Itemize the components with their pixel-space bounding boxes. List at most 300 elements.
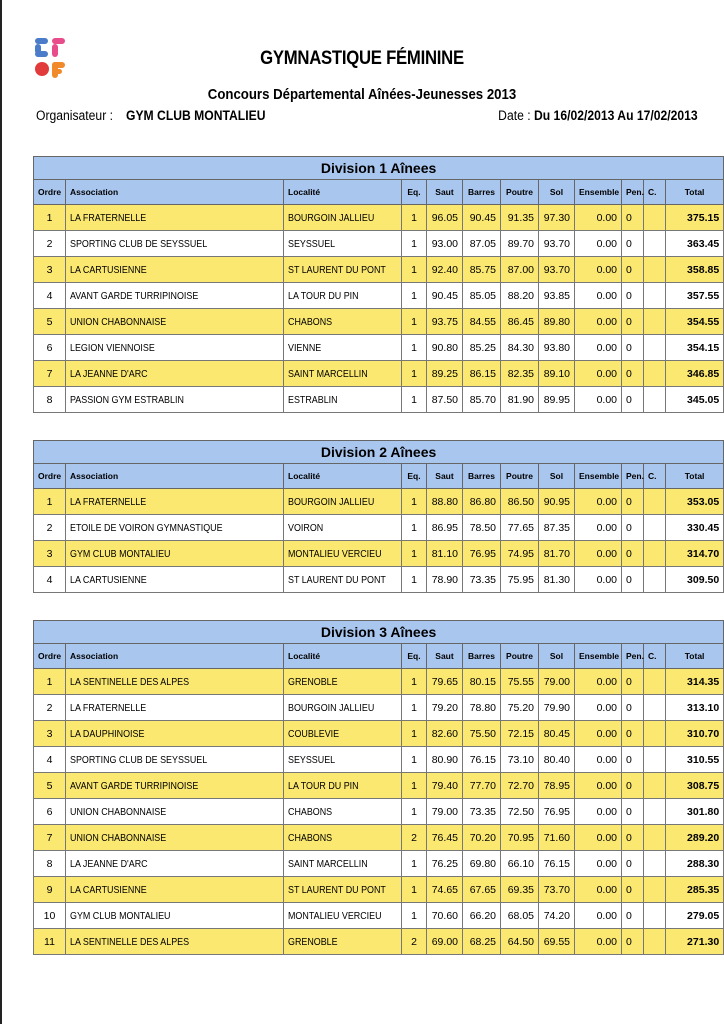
cell-barres: 85.70 <box>463 387 501 413</box>
cell-barres: 86.80 <box>463 489 501 515</box>
division-2-section <box>33 440 720 593</box>
table-row <box>34 903 724 929</box>
cell-pen: 0 <box>622 773 644 799</box>
cell-c <box>644 205 666 231</box>
cell-ordre: 5 <box>34 309 66 335</box>
cell-total: 301.80 <box>666 799 724 825</box>
cell-sol: 93.70 <box>539 257 575 283</box>
cell-poutre: 64.50 <box>501 929 539 955</box>
cell-eq: 1 <box>402 205 427 231</box>
cell-ensemble: 0.00 <box>575 851 622 877</box>
cell-sol: 89.80 <box>539 309 575 335</box>
cell-barres: 78.50 <box>463 515 501 541</box>
cell-pen: 0 <box>622 903 644 929</box>
cell-saut: 82.60 <box>427 721 463 747</box>
division-title: Division 3 Aînees <box>34 621 724 644</box>
results-table <box>33 156 724 413</box>
division-title: Division 2 Aînees <box>34 441 724 464</box>
cell-total: 358.85 <box>666 257 724 283</box>
cell-association-text: LA CARTUSIENNE <box>70 263 147 276</box>
cell-localite <box>284 489 402 515</box>
cell-poutre: 66.10 <box>501 851 539 877</box>
cell-total: 285.35 <box>666 877 724 903</box>
cell-eq: 1 <box>402 309 427 335</box>
organizer-label: Organisateur : <box>36 108 113 123</box>
cell-pen: 0 <box>622 799 644 825</box>
cell-localite <box>284 361 402 387</box>
cell-localite <box>284 387 402 413</box>
results-table <box>33 620 724 955</box>
cell-ensemble: 0.00 <box>575 773 622 799</box>
cell-pen: 0 <box>622 695 644 721</box>
date-label: Date : <box>498 108 531 123</box>
column-header-poutre: Poutre <box>501 644 539 669</box>
cell-ordre: 2 <box>34 695 66 721</box>
cell-poutre: 72.50 <box>501 799 539 825</box>
cell-barres: 84.55 <box>463 309 501 335</box>
cell-localite-text: BOURGOIN JALLIEU <box>288 211 375 224</box>
cell-total: 354.15 <box>666 335 724 361</box>
column-header-pen: Pen. <box>622 180 644 205</box>
cell-ordre: 1 <box>34 669 66 695</box>
column-header-barres: Barres <box>463 644 501 669</box>
column-header-saut: Saut <box>427 464 463 489</box>
column-header-association: Association <box>66 180 284 205</box>
cell-association-text: UNION CHABONNAISE <box>70 831 167 844</box>
cell-localite-text: ESTRABLIN <box>288 393 338 406</box>
cell-eq: 1 <box>402 335 427 361</box>
cell-sol: 79.00 <box>539 669 575 695</box>
cell-pen: 0 <box>622 283 644 309</box>
cell-c <box>644 929 666 955</box>
table-row <box>34 747 724 773</box>
cell-saut: 79.65 <box>427 669 463 695</box>
cell-barres: 87.05 <box>463 231 501 257</box>
cell-barres: 85.05 <box>463 283 501 309</box>
cell-localite <box>284 903 402 929</box>
cell-total: 353.05 <box>666 489 724 515</box>
cell-eq: 1 <box>402 515 427 541</box>
cell-barres: 76.95 <box>463 541 501 567</box>
cell-localite-text: ST LAURENT DU PONT <box>288 573 386 586</box>
cell-association <box>66 515 284 541</box>
column-header-ensemble: Ensemble <box>575 644 622 669</box>
cell-saut: 86.95 <box>427 515 463 541</box>
table-row <box>34 515 724 541</box>
cell-poutre: 88.20 <box>501 283 539 309</box>
cell-ordre: 4 <box>34 283 66 309</box>
cell-sol: 73.70 <box>539 877 575 903</box>
cell-ensemble: 0.00 <box>575 309 622 335</box>
table-row <box>34 877 724 903</box>
cell-ensemble: 0.00 <box>575 929 622 955</box>
column-header-association: Association <box>66 464 284 489</box>
column-header-total: Total <box>666 180 724 205</box>
cell-ensemble: 0.00 <box>575 541 622 567</box>
cell-c <box>644 489 666 515</box>
table-row <box>34 541 724 567</box>
cell-association <box>66 773 284 799</box>
cell-pen: 0 <box>622 929 644 955</box>
cell-ensemble: 0.00 <box>575 231 622 257</box>
cell-ordre: 4 <box>34 747 66 773</box>
cell-association <box>66 669 284 695</box>
cell-c <box>644 903 666 929</box>
cell-pen: 0 <box>622 851 644 877</box>
cell-association-text: UNION CHABONNAISE <box>70 315 167 328</box>
cell-total: 289.20 <box>666 825 724 851</box>
cell-localite-text: ST LAURENT DU PONT <box>288 263 386 276</box>
cell-barres: 77.70 <box>463 773 501 799</box>
cell-barres: 78.80 <box>463 695 501 721</box>
cell-association <box>66 903 284 929</box>
cell-association-text: LA SENTINELLE DES ALPES <box>70 935 190 948</box>
cell-pen: 0 <box>622 747 644 773</box>
cell-sol: 89.95 <box>539 387 575 413</box>
cell-saut: 96.05 <box>427 205 463 231</box>
organizer-name: GYM CLUB MONTALIEU <box>126 108 266 123</box>
cell-ensemble: 0.00 <box>575 903 622 929</box>
cell-poutre: 75.20 <box>501 695 539 721</box>
cell-localite-text: BOURGOIN JALLIEU <box>288 495 375 508</box>
cell-ordre: 3 <box>34 541 66 567</box>
column-header-ensemble: Ensemble <box>575 464 622 489</box>
table-row <box>34 387 724 413</box>
cell-association-text: LA SENTINELLE DES ALPES <box>70 675 190 688</box>
cell-association <box>66 799 284 825</box>
cell-localite <box>284 773 402 799</box>
cell-saut: 69.00 <box>427 929 463 955</box>
cell-saut: 80.90 <box>427 747 463 773</box>
cell-ensemble: 0.00 <box>575 489 622 515</box>
cell-c <box>644 283 666 309</box>
cell-association <box>66 489 284 515</box>
page-border <box>0 0 2 1024</box>
cell-saut: 88.80 <box>427 489 463 515</box>
cell-total: 330.45 <box>666 515 724 541</box>
cell-pen: 0 <box>622 515 644 541</box>
cell-localite <box>284 515 402 541</box>
cell-ordre: 9 <box>34 877 66 903</box>
cell-total: 309.50 <box>666 567 724 593</box>
cell-saut: 70.60 <box>427 903 463 929</box>
cell-saut: 79.20 <box>427 695 463 721</box>
cell-localite <box>284 747 402 773</box>
cell-saut: 81.10 <box>427 541 463 567</box>
cell-localite <box>284 205 402 231</box>
cell-ordre: 2 <box>34 515 66 541</box>
cell-c <box>644 877 666 903</box>
cell-ensemble: 0.00 <box>575 721 622 747</box>
cell-localite-text: VOIRON <box>288 521 324 534</box>
cell-poutre: 70.95 <box>501 825 539 851</box>
date-value: Du 16/02/2013 Au 17/02/2013 <box>534 108 698 123</box>
cell-poutre: 86.45 <box>501 309 539 335</box>
cell-c <box>644 335 666 361</box>
column-header-ensemble: Ensemble <box>575 180 622 205</box>
table-row <box>34 669 724 695</box>
cell-saut: 79.40 <box>427 773 463 799</box>
table-row <box>34 567 724 593</box>
cell-saut: 76.45 <box>427 825 463 851</box>
table-row <box>34 309 724 335</box>
cell-pen: 0 <box>622 205 644 231</box>
cell-total: 288.30 <box>666 851 724 877</box>
cell-eq: 1 <box>402 877 427 903</box>
cell-poutre: 91.35 <box>501 205 539 231</box>
column-header-total: Total <box>666 644 724 669</box>
cell-ordre: 1 <box>34 489 66 515</box>
cell-eq: 1 <box>402 851 427 877</box>
cell-association-text: AVANT GARDE TURRIPINOISE <box>70 779 199 792</box>
cell-sol: 81.70 <box>539 541 575 567</box>
cell-association-text: SPORTING CLUB DE SEYSSUEL <box>70 237 208 250</box>
cell-poutre: 86.50 <box>501 489 539 515</box>
column-header-eq: Eq. <box>402 644 427 669</box>
cell-pen: 0 <box>622 231 644 257</box>
cell-localite <box>284 541 402 567</box>
cell-ordre: 6 <box>34 335 66 361</box>
cell-association <box>66 283 284 309</box>
cell-saut: 90.80 <box>427 335 463 361</box>
cell-eq: 2 <box>402 825 427 851</box>
table-row <box>34 489 724 515</box>
cell-pen: 0 <box>622 877 644 903</box>
cell-eq: 1 <box>402 387 427 413</box>
cell-association <box>66 877 284 903</box>
cell-localite-text: MONTALIEU VERCIEU <box>288 547 382 560</box>
cell-saut: 92.40 <box>427 257 463 283</box>
cell-eq: 1 <box>402 567 427 593</box>
cell-localite <box>284 257 402 283</box>
cell-poutre: 87.00 <box>501 257 539 283</box>
column-header-association: Association <box>66 644 284 669</box>
cell-ensemble: 0.00 <box>575 515 622 541</box>
column-header-eq: Eq. <box>402 464 427 489</box>
cell-poutre: 74.95 <box>501 541 539 567</box>
cell-eq: 1 <box>402 231 427 257</box>
cell-poutre: 75.95 <box>501 567 539 593</box>
cell-localite <box>284 929 402 955</box>
cell-sol: 93.80 <box>539 335 575 361</box>
cell-sol: 80.45 <box>539 721 575 747</box>
cell-eq: 1 <box>402 747 427 773</box>
cell-localite-text: COUBLEVIE <box>288 727 340 740</box>
cell-total: 279.05 <box>666 903 724 929</box>
cell-localite <box>284 877 402 903</box>
cell-association-text: LA FRATERNELLE <box>70 211 147 224</box>
table-row <box>34 257 724 283</box>
cell-ensemble: 0.00 <box>575 747 622 773</box>
cell-ordre: 3 <box>34 257 66 283</box>
cell-eq: 1 <box>402 283 427 309</box>
cell-localite-text: CHABONS <box>288 805 333 818</box>
table-row <box>34 205 724 231</box>
cell-sol: 69.55 <box>539 929 575 955</box>
cell-ordre: 8 <box>34 387 66 413</box>
cell-association-text: PASSION GYM ESTRABLIN <box>70 393 184 406</box>
cell-poutre: 82.35 <box>501 361 539 387</box>
cell-sol: 76.95 <box>539 799 575 825</box>
cell-ordre: 5 <box>34 773 66 799</box>
cell-c <box>644 515 666 541</box>
cell-total: 375.15 <box>666 205 724 231</box>
cell-ensemble: 0.00 <box>575 361 622 387</box>
cell-total: 345.05 <box>666 387 724 413</box>
cell-localite <box>284 669 402 695</box>
column-header-saut: Saut <box>427 180 463 205</box>
cell-association <box>66 929 284 955</box>
cell-ordre: 7 <box>34 825 66 851</box>
cell-association-text: LA CARTUSIENNE <box>70 573 147 586</box>
cell-ordre: 10 <box>34 903 66 929</box>
table-row <box>34 361 724 387</box>
cell-total: 363.45 <box>666 231 724 257</box>
cell-eq: 1 <box>402 361 427 387</box>
cell-association-text: SPORTING CLUB DE SEYSSUEL <box>70 753 208 766</box>
cell-barres: 67.65 <box>463 877 501 903</box>
cell-ensemble: 0.00 <box>575 387 622 413</box>
cell-localite-text: GRENOBLE <box>288 675 338 688</box>
cell-c <box>644 361 666 387</box>
cell-localite-text: SEYSSUEL <box>288 237 336 250</box>
cell-poutre: 72.15 <box>501 721 539 747</box>
cell-localite-text: CHABONS <box>288 315 333 328</box>
cell-sol: 71.60 <box>539 825 575 851</box>
cell-pen: 0 <box>622 567 644 593</box>
cell-poutre: 75.55 <box>501 669 539 695</box>
cell-saut: 93.00 <box>427 231 463 257</box>
cell-c <box>644 799 666 825</box>
column-header-sol: Sol <box>539 180 575 205</box>
cell-pen: 0 <box>622 387 644 413</box>
column-header-eq: Eq. <box>402 180 427 205</box>
cell-localite-text: CHABONS <box>288 831 333 844</box>
cell-ordre: 7 <box>34 361 66 387</box>
cell-association-text: GYM CLUB MONTALIEU <box>70 909 171 922</box>
cell-localite <box>284 283 402 309</box>
column-header-row <box>34 464 724 489</box>
column-header-c: C. <box>644 464 666 489</box>
cell-localite-text: GRENOBLE <box>288 935 338 948</box>
document-title: GYMNASTIQUE FÉMININE <box>260 48 464 69</box>
cell-association <box>66 567 284 593</box>
table-row <box>34 231 724 257</box>
cell-localite <box>284 825 402 851</box>
cell-ensemble: 0.00 <box>575 567 622 593</box>
cell-c <box>644 721 666 747</box>
table-row <box>34 773 724 799</box>
cell-localite <box>284 799 402 825</box>
column-header-sol: Sol <box>539 644 575 669</box>
cell-pen: 0 <box>622 489 644 515</box>
column-header-ordre: Ordre <box>34 644 66 669</box>
cell-association-text: LA JEANNE D'ARC <box>70 367 148 380</box>
cell-ordre: 8 <box>34 851 66 877</box>
column-header-row <box>34 644 724 669</box>
cell-total: 310.70 <box>666 721 724 747</box>
cell-c <box>644 773 666 799</box>
table-row <box>34 825 724 851</box>
cell-poutre: 89.70 <box>501 231 539 257</box>
cell-sol: 89.10 <box>539 361 575 387</box>
cell-barres: 73.35 <box>463 799 501 825</box>
cell-c <box>644 669 666 695</box>
cell-sol: 78.95 <box>539 773 575 799</box>
cell-eq: 1 <box>402 541 427 567</box>
cell-saut: 76.25 <box>427 851 463 877</box>
cell-sol: 81.30 <box>539 567 575 593</box>
cell-barres: 85.75 <box>463 257 501 283</box>
cell-c <box>644 825 666 851</box>
cell-association-text: LA DAUPHINOISE <box>70 727 145 740</box>
cell-association <box>66 387 284 413</box>
date-block <box>498 108 698 123</box>
cell-poutre: 73.10 <box>501 747 539 773</box>
cell-total: 354.55 <box>666 309 724 335</box>
cell-pen: 0 <box>622 335 644 361</box>
cell-association <box>66 257 284 283</box>
cell-association <box>66 721 284 747</box>
table-row <box>34 335 724 361</box>
cell-ordre: 11 <box>34 929 66 955</box>
table-row <box>34 799 724 825</box>
cell-association-text: ETOILE DE VOIRON GYMNASTIQUE <box>70 521 223 534</box>
cell-association-text: LA FRATERNELLE <box>70 495 147 508</box>
cell-total: 308.75 <box>666 773 724 799</box>
column-header-saut: Saut <box>427 644 463 669</box>
cell-total: 346.85 <box>666 361 724 387</box>
column-header-poutre: Poutre <box>501 180 539 205</box>
table-row <box>34 851 724 877</box>
cell-c <box>644 231 666 257</box>
cell-sol: 74.20 <box>539 903 575 929</box>
cell-association-text: LA FRATERNELLE <box>70 701 147 714</box>
cell-eq: 1 <box>402 489 427 515</box>
cell-association <box>66 309 284 335</box>
cell-ensemble: 0.00 <box>575 695 622 721</box>
column-header-total: Total <box>666 464 724 489</box>
cell-ensemble: 0.00 <box>575 825 622 851</box>
column-header-localite: Localité <box>284 464 402 489</box>
cell-total: 310.55 <box>666 747 724 773</box>
cell-total: 271.30 <box>666 929 724 955</box>
cell-pen: 0 <box>622 361 644 387</box>
table-row <box>34 929 724 955</box>
cell-association <box>66 541 284 567</box>
cell-sol: 93.70 <box>539 231 575 257</box>
cell-association <box>66 851 284 877</box>
cell-association <box>66 205 284 231</box>
cell-localite <box>284 851 402 877</box>
cell-ensemble: 0.00 <box>575 283 622 309</box>
cell-localite <box>284 231 402 257</box>
cell-localite-text: BOURGOIN JALLIEU <box>288 701 375 714</box>
document-subtitle: Concours Départemental Aînées-Jeunesses 2013 <box>207 86 517 103</box>
cell-localite-text: SAINT MARCELLIN <box>288 367 368 380</box>
column-header-row <box>34 180 724 205</box>
cell-saut: 93.75 <box>427 309 463 335</box>
cell-barres: 85.25 <box>463 335 501 361</box>
cell-localite <box>284 567 402 593</box>
table-row <box>34 283 724 309</box>
cell-barres: 69.80 <box>463 851 501 877</box>
cell-association-text: GYM CLUB MONTALIEU <box>70 547 171 560</box>
column-header-localite: Localité <box>284 644 402 669</box>
cell-eq: 1 <box>402 669 427 695</box>
column-header-barres: Barres <box>463 180 501 205</box>
cell-localite-text: ST LAURENT DU PONT <box>288 883 386 896</box>
